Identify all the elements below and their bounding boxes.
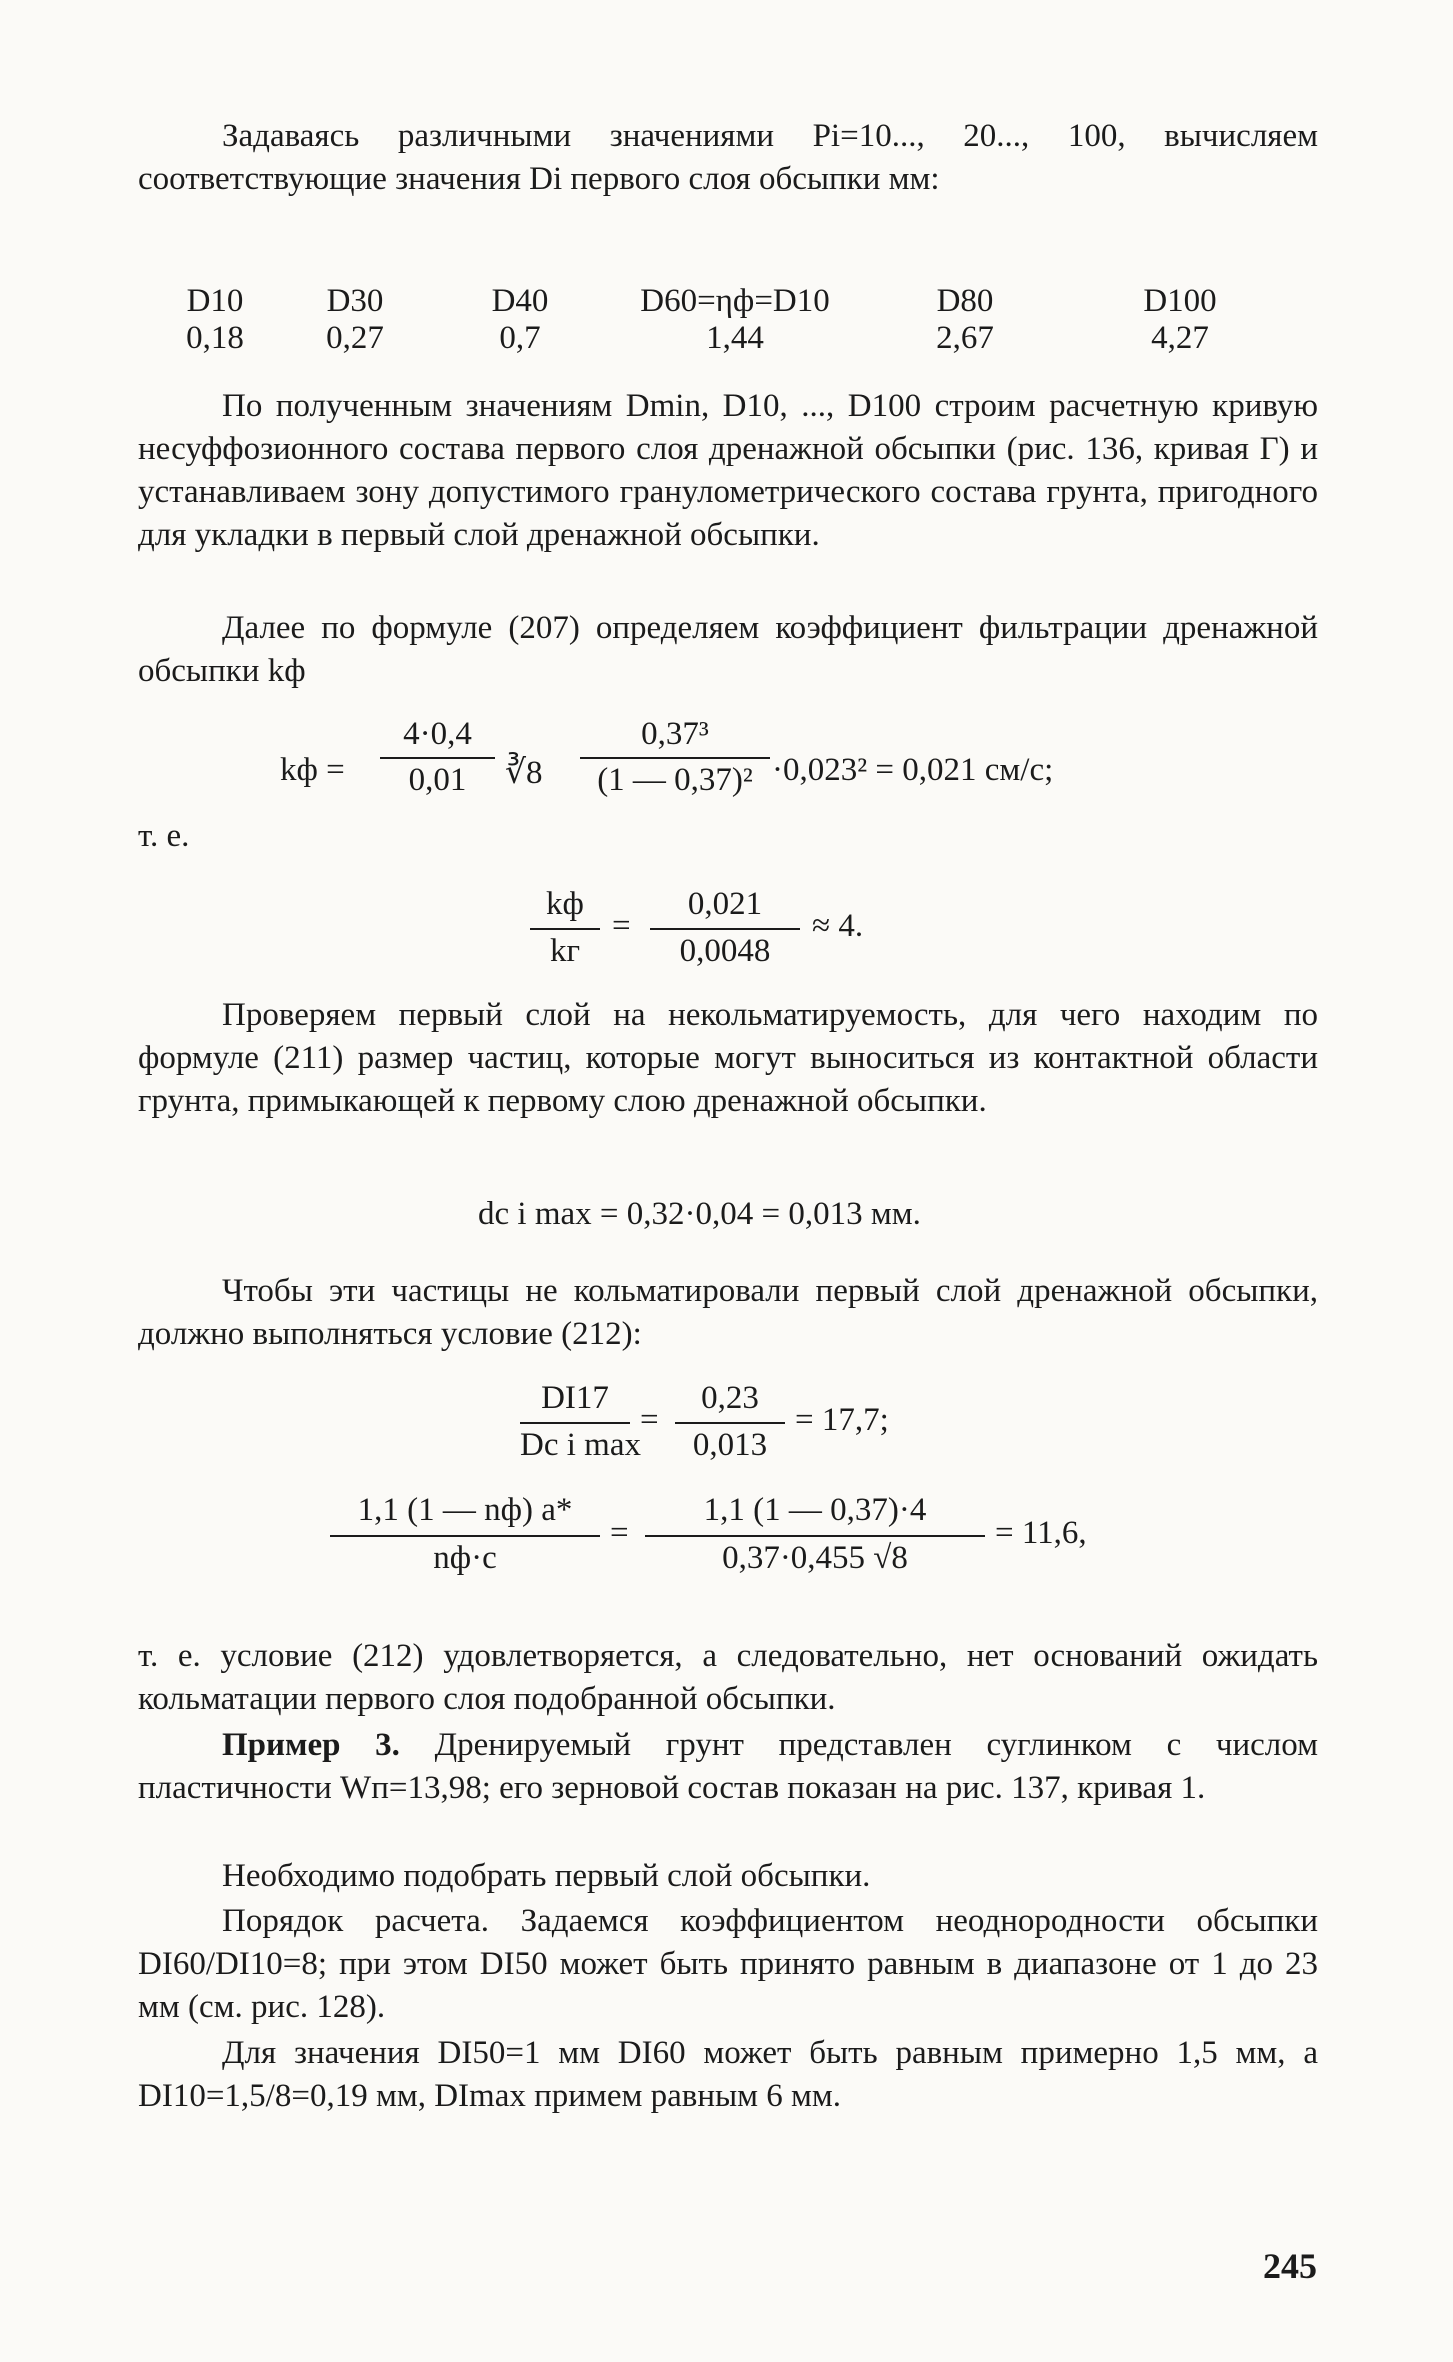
formula1-frac2-den: (1 — 0,37)² xyxy=(597,762,753,798)
paragraph-9: Порядок расчета. Задаемся коэффициентом неоднородности обсыпки DI60/DI10=8; при этом DI50 может быть принято равным в диапазоне от 1 до 23 мм (см. рис. 128). xyxy=(138,1903,1318,2025)
fraction-bar xyxy=(675,1422,785,1424)
table-header-row xyxy=(160,283,1310,320)
formula5-den: nф·c xyxy=(433,1540,497,1576)
te-label: т. е. xyxy=(138,818,190,854)
table-header: D100 xyxy=(1143,283,1217,319)
formula2-num2: 0,021 xyxy=(687,886,763,922)
table-header: D80 xyxy=(936,283,994,319)
table-cell: 4,27 xyxy=(1151,320,1209,356)
paragraph-2: По полученным значениям Dmin, D10, ..., D100 строим расчетную кривую несуффозионного состава первого слоя дренажной обсыпки (рис. 136, кривая Г) и устанавливаем зону допустимого гранулометрического состава грунта, пригодного для укладки в первый слой дренажной обсыпки. xyxy=(138,388,1318,553)
formula5-tail: = 11,6, xyxy=(995,1515,1087,1551)
fraction-bar xyxy=(530,928,600,930)
table-cell: 0,7 xyxy=(499,320,541,356)
formula4-tail: = 17,7; xyxy=(795,1402,889,1438)
formula2-den2: 0,0048 xyxy=(679,933,771,969)
fraction-bar xyxy=(580,757,770,759)
fraction-bar xyxy=(520,1422,630,1424)
table-header: D40 xyxy=(491,283,549,319)
example-label: Пример 3. xyxy=(222,1727,400,1763)
formula4-num2: 0,23 xyxy=(701,1380,759,1416)
paragraph-6: т. е. условие (212) удовлетворяется, а следовательно, нет оснований ожидать кольматации первого слоя подобранной обсыпки. xyxy=(138,1638,1318,1717)
table-cell: 1,44 xyxy=(706,320,764,356)
paragraph-8: Необходимо подобрать первый слой обсыпки. xyxy=(222,1858,871,1894)
formula-particle-size: dc i max = 0,32·0,04 = 0,013 мм. xyxy=(478,1196,921,1232)
table-cell: 2,67 xyxy=(936,320,994,356)
paragraph-3: Далее по формуле (207) определяем коэффициент фильтрации дренажной обсыпки kф xyxy=(138,610,1318,689)
paragraph-1: Задаваясь различными значениями Pi=10..., 20..., 100, вычисляем соответствующие значения Di первого слоя обсыпки мм: xyxy=(138,118,1318,197)
formula2-eq: = xyxy=(612,908,631,944)
formula1-frac1-den: 0,01 xyxy=(408,762,467,798)
paragraph-7 xyxy=(138,1724,1318,1810)
formula4-den2: 0,013 xyxy=(692,1427,768,1463)
fraction-bar xyxy=(650,928,800,930)
page-number: 245 xyxy=(1263,2246,1317,2286)
sizes-table xyxy=(160,283,1310,357)
formula1-lhs: kф = xyxy=(280,752,345,788)
table-cell: 0,27 xyxy=(326,320,384,356)
formula2-tail: ≈ 4. xyxy=(812,908,864,944)
paragraph-10: Для значения DI50=1 мм DI60 может быть равным примерно 1,5 мм, а DI10=1,5/8=0,19 мм, DImax примем равным 6 мм. xyxy=(138,2035,1318,2114)
paragraph-4: Проверяем первый слой на некольматируемость, для чего находим по формуле (211) размер частиц, которые могут выноситься из контактной области грунта, примыкающей к первому слою дренажной обсыпки. xyxy=(138,997,1318,1119)
table-header: D60=ηф=D10 xyxy=(640,283,830,319)
fraction-bar xyxy=(330,1535,600,1537)
example-text: Дренируемый грунт представлен суглинком с числом пластичности Wп=13,98; его зерновой состав показан на рис. 137, кривая 1. xyxy=(138,1727,1319,1806)
paragraph-5: Чтобы эти частицы не кольматировали первый слой дренажной обсыпки, должно выполняться условие (212): xyxy=(138,1273,1318,1352)
fraction-bar xyxy=(380,757,495,759)
formula1-frac1-num: 4·0,4 xyxy=(403,716,472,752)
formula1-root: ∛8 xyxy=(505,755,543,791)
document-page: Задаваясь различными значениями Pi=10..., 20..., 100, вычисляем соответствующие значения Di первого слоя обсыпки мм: D10 D30 D40 D60=ηф=D10 D80 D100 0,18 0,27 0,7 1,44 2,67 4,27 По полученным значениям Dmin, D10, ..., D100 строим расчетную кривую несуффозионного состава первого слоя дренажной обсыпки (рис. 136, кривая Г) и устанавливаем зону допустимого гранулометрического состава грунта, пригодного для укладки в первый слой дренажной обсыпки. Далее по формуле (207) определяем коэффициент фильтрации дренажной обсыпки kф kф = 4·0,4 0,01 ∛8 0,37³ (1 — 0,37)² ·0,023² = 0,021 см/с; т. е. kф kг = 0,021 0,0048 ≈ 4. Проверяем первый слой на некольматируемость, для чего находим по формуле (211) размер частиц, которые могут выноситься из контактной области грунта, примыкающей к первому слою дренажной обсыпки. dc i max = 0,32·0,04 = 0,013 мм. Чтобы эти частицы не кольматировали первый слой дренажной обсыпки, должно выполняться условие (212): DI17 Dc i max = 0,23 0,013 = 17,7; 1,1 (1 — nф) a* nф·c = 1,1 (1 — 0,37)·4 0,37·0,455 √8 = 11,6, т. е. условие (212) удовлетворяется, а следовательно, нет оснований ожидать кольматации первого слоя подобранной обсыпки. Пример 3. Дренируемый грунт представлен суглинком с числом пластичности Wп=13,98; его зерновой состав показан на рис. 137, кривая 1. Необходимо подобрать первый слой обсыпки. Порядок расчета. Задаемся коэффициентом неоднородности обсыпки DI60/DI10=8; при этом DI50 может быть принято равным в диапазоне от 1 до 23 мм (см. рис. 128). Для значения DI50=1 мм DI60 может быть равным примерно 1,5 мм, а DI10=1,5/8=0,19 мм, DImax примем равным 6 мм. 245 xyxy=(0,0,1453,2362)
table-value-row xyxy=(160,320,1310,357)
fraction-bar xyxy=(645,1535,985,1537)
table-cell: 0,18 xyxy=(186,320,244,356)
formula4-num: DI17 xyxy=(541,1380,609,1416)
formula5-den2: 0,37·0,455 √8 xyxy=(722,1540,908,1576)
formula1-frac2-num: 0,37³ xyxy=(641,716,709,752)
formula1-tail: ·0,023² = 0,021 см/с; xyxy=(772,752,1054,788)
formula2-num: kф xyxy=(546,886,584,922)
formula5-num: 1,1 (1 — nф) a* xyxy=(357,1492,573,1528)
table-header: D10 xyxy=(186,283,244,319)
formula2-den: kг xyxy=(549,933,581,969)
formula4-den: Dc i max xyxy=(520,1427,641,1463)
formula5-num2: 1,1 (1 — 0,37)·4 xyxy=(703,1492,927,1528)
table-header: D30 xyxy=(326,283,384,319)
